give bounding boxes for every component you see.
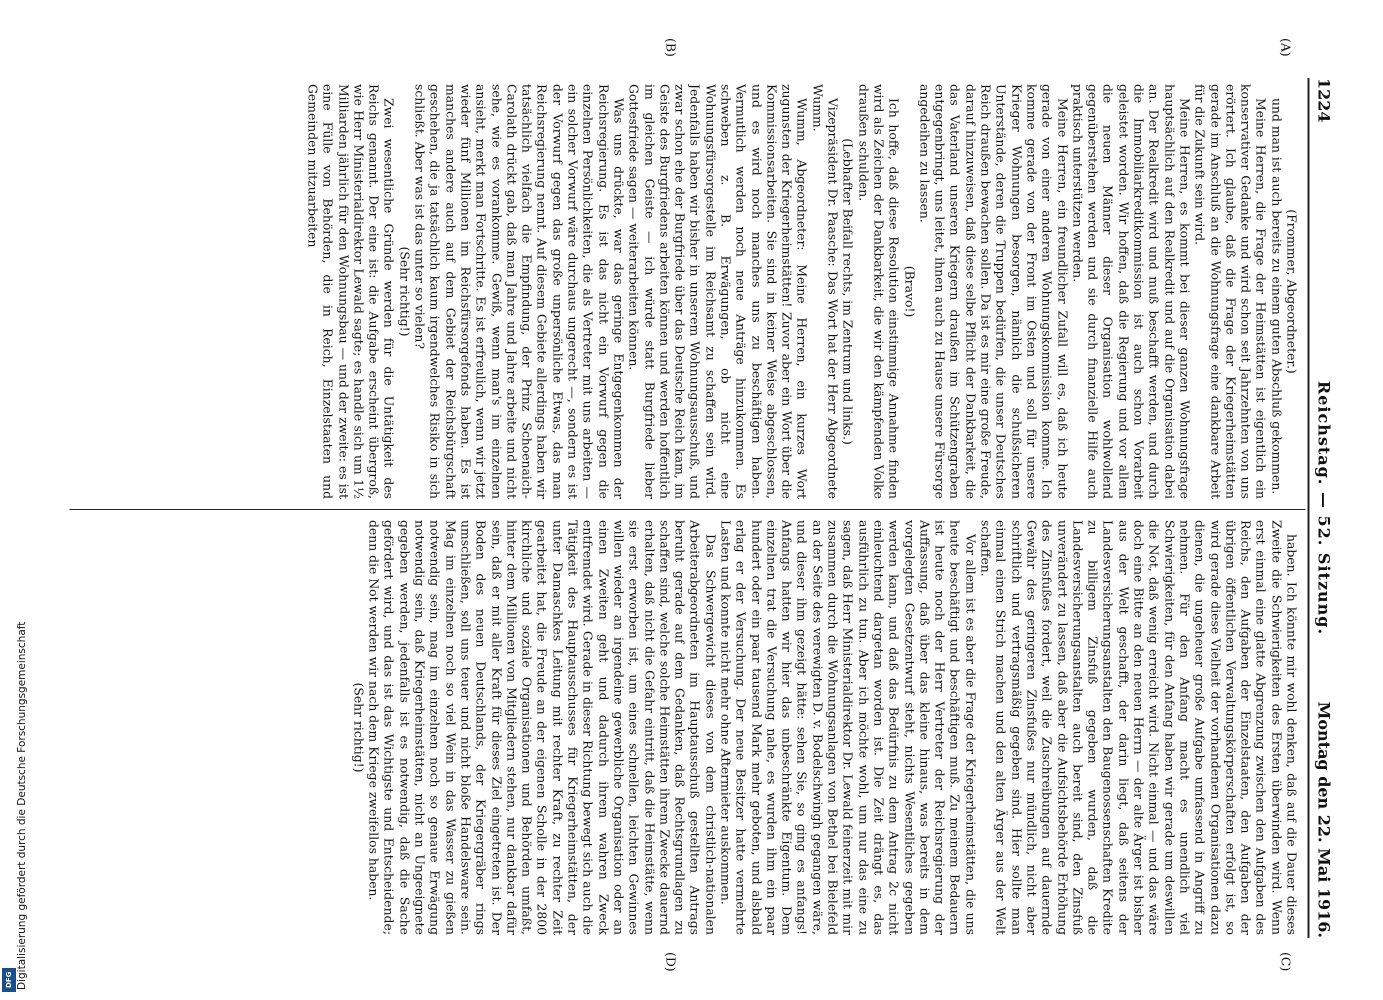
left-paragraphs — [305, 84, 1284, 499]
page-title: Reichstag. — 52. Sitzung. — [1314, 380, 1333, 636]
paragraph: Was uns drückte, war das geringe Entgegenkommen der Reichsregierung. Es ist das nicht ein Vorwurf gegen die einzelnen Persönlichkeiten, die als Vertreter mit uns arbeiten — ein solcher Vorwurf wäre durchaus ungerecht —, sondern es ist der Vorwurf gegen das große unpersönliche Etwas, das man Reichsregierung nennt. Auf diesem Gebiete allerdings haben wir tatsächlich vielfach die Empfindung, der Prinz Schoenaich-Carolath drückt gab, daß man Jahre und Jahre arbeite und nicht sehe, wie es vorankomme. Gewiß, wenn man's im einzelnen ansieht, merkt man Fortschritte. Es ist erfreulich, wenn wir jetzt wieder fünf Millionen im Reichsfürsorgefonds haben. Es ist manches andere auch auf dem Gebiet der Reichsbürgschaft geschehen, die ja tatsächlich kaum irgendwelches Risiko in sich schließt. Aber was ist das unter so vielen? — [412, 84, 626, 499]
paragraph: Meine Herren, ein freundlicher Zufall will es, daß ich heute gerade von einer anderen Wohnungskommission komme. Ich komme gerade von der Front im Osten und soll für unsere Krieger Wohnungen besorgen, nämlich die schußsicheren Unterstände, deren die Truppen bedürfen, die unser Deutsches Reich draußen bewachen sollen. Da ist es mir eine große Freude, darauf hinzuweisen, daß diese selbe Pflicht der Dankbarkeit, die das Vaterland unseren Kriegern draußen im Schützengraben entgegenbringt, uns leitet, ihnen auch zu Hause unsere Fürsorge angedeihen zu lassen. — [916, 84, 1070, 499]
margin-letter-a: (A) — [1278, 38, 1293, 57]
margin-letter-c: (C) — [1278, 952, 1293, 972]
newspaper-page — [53, 38, 1343, 972]
right-column — [69, 520, 1299, 935]
dfg-logo: DFG — [2, 968, 16, 992]
paragraph: Das Schwergewicht dieses von dem christlich-nationalen Arbeiterabgeordneten im Hauptausschuß gestellten Antrags beruht gerade auf dem Gedanken, daß Rechtsgrundlagen zu schaffen sind, welche solche Heimstätten ihrem Zwecke dauernd erhalten, daß nicht die Gefahr eintritt, daß die Heimstätte, wenn sie erst erworben ist, um eines schnellen, leichten Gewinnes willen wieder an irgendeine gewerbliche Organisation oder an einen Zweiten geht und dadurch ihrem wahren Zweck entfremdet wird. Gerade in dieser Richtung bewegt sich auch die Tätigkeit des Hauptausschusses für Kriegerheimstätten, der unter Damaschkes Leitung mit rechter Kraft, zu rechter Zeit gearbeitet hat, die Freude an der eigenen Scholle in der 2800 kirchliche und soziale Organisationen und Behörden umfaßt, hinter dem Millionen von Mitgliedern stehen, nur dankbar dafür sein, daß er mit aller Kraft für dieses Ziel eingetreten ist. Der Boden des neuen Deutschlands, der Kriegergräber rings umschließen, soll uns teuer und nicht bloße Handelsware sein. Mag im einzelnen noch so viel Wein in das Wasser zu gießen notwendig sein, mag im einzelnen noch so genaue Erwägung notwendig sein, daß Kriegerheimstätten, nicht an Ungeeignete gegeben werden, jedenfalls ist es notwendig, daß die Sache gefördert wird, und das ist das Wichtigste und Entscheidende; denn die Not werden wir nach dem Kriege zweifellos haben. — [366, 520, 718, 935]
speaker-line: (Frommer, Abgeordneter.) — [1284, 209, 1299, 374]
paragraph: Wumm, Abgeordneter: Meine Herren, ein kurzes Wort zugunsten der Kriegerheimstätten! Zuvor aber ein Wort über die Kommissionsarbeiten. Sie sind in keiner Weise abgeschlossen, und es wird noch manches uns zu beschäftigen haben. Vermutlich werden noch neue Anträge hinzukommen. Es schweben z. B. Erwägungen, ob nicht eine Wohnungsfürsorgestelle im Reichsamt zu schaffen sein wird. Jedenfalls haben wir bisher in unserem Wohnungsausschuß, und zwar schon ehe der Burgfriede über das Deutsche Reich kam, im Geiste des Burgfriedens arbeiten können und werden hoffentlich im gleichen Geiste — ich würde statt Burgfriede lieber Gottesfriede sagen — weiterarbeiten können. — [626, 84, 810, 499]
page-number: 1224 — [1314, 78, 1333, 123]
paragraph: Meine Herren, es kommt bei dieser ganzen Wohnungsfrage hauptsächlich auf den Realkredit und auf die Organisation dabei an. Der Realkredit wird und muß beschafft werden, und durch die Immobiliarkreditkommission ist auch schon Vorarbeit geleistet worden. Wir hoffen, daß die Regierung und vor allem die neuen Männer dieser Organisation wohlwollend gegenüberstehen werden und sie durch finanzielle Hilfe auch praktisch unterstützen werden. — [1069, 84, 1192, 499]
paragraph: haben. Ich könnte mir wohl denken, daß auf die Dauer dieses Zweite die Schwierigkeiten des Ersten überwinden wird. Wenn erst einmal eine glatte Abgrenzung zwischen den Aufgaben des Reichs, den Aufgaben der Einzelstaaten, den Aufgaben der übrigen öffentlichen Verwaltungskörperschaften erfolgt ist, so wird gerade diese Vielheit der vorhandenen Organisationen dazu dienen, die ungeheuer große Aufgabe umfassend in Angriff zu nehmen. Für den Anfang macht es unendlich viel Schwierigkeiten, für den Anfang haben wir gerade um deswillen die Not, daß wenig erreicht wird. Nicht einmal — und das wäre doch eine Bitte an den neuen Herrn — der alte Ärger ist bisher aus der Welt geschafft, der darin liegt, daß seitens der Landesversicherungsanstalten den Baugenossenschaften Kredite zu billigem Zinsfuß gegeben wurden, daß die Landesversicherungsanstalten auch bereit sind, den Zinsfuß unverändert zu lassen, daß aber die Aufsichtsbehörde Erhöhung des Zinsfußes fordert, weil die Zuschreibungen auf dauernde Gewähr des geringeren Zinsfußes nur mündlich, nicht aber schriftlich und vertragsmäßig gegeben sind. Hier sollte man einmal einen Strich machen und den alten Ärger aus der Welt schaffen. — [978, 520, 1299, 935]
paragraph: Vor allem ist es aber die Frage der Kriegerheimstätten, die uns heute beschäftigt und beschäftigen muß. Zu meinem Bedauern ist heute noch der Herr Vertreter der Reichsregierung der Auffassung, daß über das kleine hinaus, was bereits in dem vorgelegten Gesetzentwurf steht, nichts Wesentliches gegeben werden kann, und daß das Bedürfnis zu dem Antrag 2c nicht einleuchtend dargetan worden ist. Die Zeit drängt es, das ausführlich zu tun. Aber ich möchte wohl, um nur das eine zu sagen, daß Herr Ministerialdirektor Dr. Lewald feinerzeit mit mir zusammen durch die Wohnungsanlagen von Bethel bei Bielefeld an der Seite des verewigten D. v. Bodelschwingh gegangen wäre, und dieser ihm gezeigt hätte: sehen Sie, so ging es anfangs! Anfangs hatten wir hier das unbeschränkte Eigentum. Dem einzelnen trat die Versuchung nahe, es wurden ihm ein paar hundert oder ein paar tausend Mark mehr geboten, und alsbald erlag er der Versuchung. Der neue Besitzer hatte vermehrte Lasten und konnte nicht mehr ohne Aftermieter auskommen. — [718, 520, 978, 935]
paragraph: (Bravo!) — [901, 265, 917, 318]
header-rule — [1307, 78, 1309, 938]
paragraph: und man ist auch bereits zu einem guten Abschluß gekommen. — [1268, 98, 1284, 495]
column-divider — [69, 509, 1305, 510]
paragraph: Meine Herren, die Frage der Heimstätten ist eigentlich ein konservativer Gedanke und wird schon seit Jahrzehnten von uns erörtert. Ich glaube, daß die Frage der Kriegerheimstätten gerade im Anschluß an die Wohnungsfrage eine dankbare Arbeit für die Zukunft sein wird. — [1192, 84, 1269, 499]
paragraph: (Sehr richtig!) — [396, 246, 412, 337]
side-credit — [6, 0, 28, 1000]
rotated-page — [0, 20, 1383, 980]
page-date: Montag den 22. Mai 1916. — [1314, 701, 1333, 938]
side-credit-text: Digitalisierung gefördert durch die Deutsche Forschungsgemeinschaft — [16, 621, 28, 990]
paragraph: Zwei wesentliche Gründe werden für die Untätigkeit des Reichs genannt. Der eine ist: die Aufgabe erscheint übergroß, wie Herr Ministerialdirektor Lewald sagte; es handle sich um 1½ Milliarden jährlich für den Wohnungsbau — und der zweite: es ist eine Fülle von Behörden, die in Reich, Einzelstaaten und Gemeinden mitzuarbeiten — [305, 84, 397, 499]
margin-letter-d: (D) — [663, 952, 678, 972]
paragraph: Ich hoffe, daß diese Resolution einstimmige Annahme finden wird als Zeichen der Dankbarkeit, die wir den kämpfenden Volke draußen schulden. — [855, 84, 902, 499]
paragraph: (Sehr richtig!) — [350, 682, 366, 773]
page-header — [1307, 78, 1335, 938]
paragraph: (Lebhafter Beifall rechts, im Zentrum und links.) — [840, 138, 856, 445]
margin-letter-b: (B) — [663, 38, 678, 57]
right-paragraphs — [351, 520, 1299, 935]
paragraph: Vizepräsident Dr. Paasche: Das Wort hat der Herr Abgeordnete Wumm. — [809, 84, 841, 499]
left-column — [69, 84, 1299, 499]
